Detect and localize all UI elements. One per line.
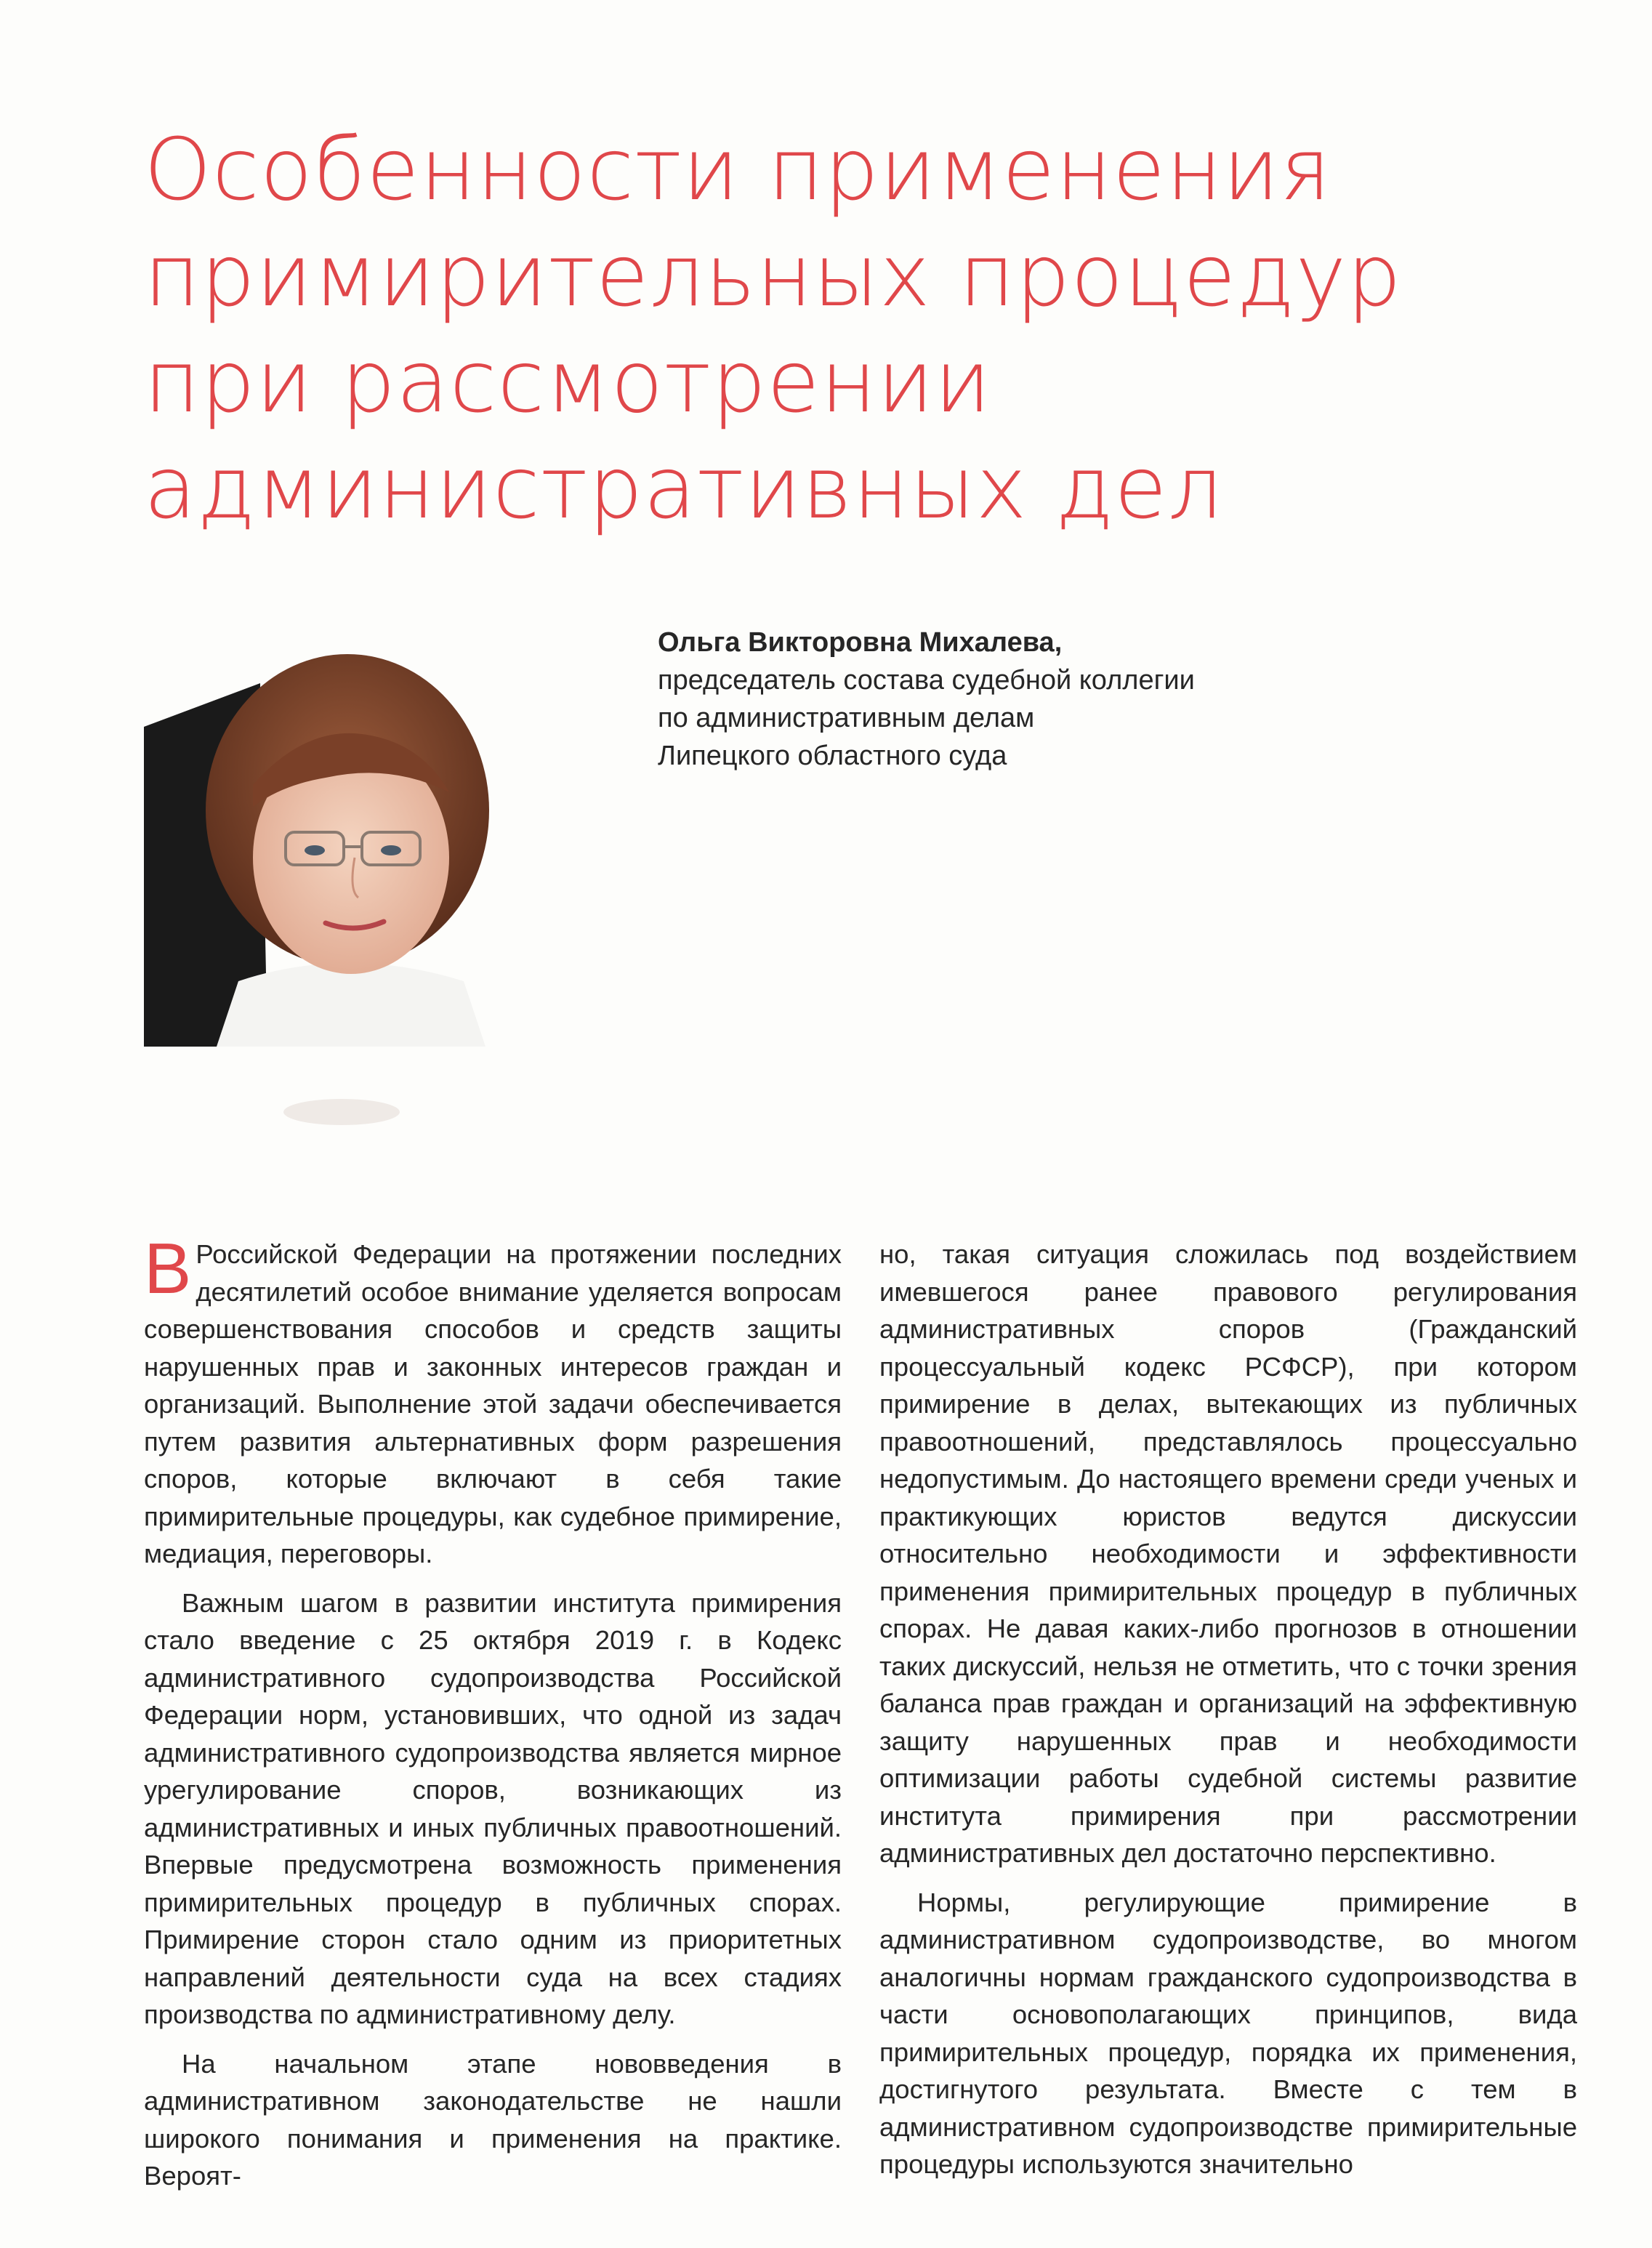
title-line-2: примирительных процедур bbox=[144, 225, 1403, 326]
title-line-1: Особенности применения bbox=[144, 119, 1331, 219]
article-title bbox=[144, 116, 1561, 541]
author-position-line-2: по административным делам bbox=[658, 703, 1035, 733]
dropcap: В bbox=[144, 1228, 192, 1308]
paragraph: Важным шагом в развитии института примирения стало введение с 25 октября 2019 г. в Кодекс административного судопроизводства Российской Федерации норм, установивших, что одной из задач административного судопроизводства является мирное урегулирование споров, возникающих из административных и иных публичных правоотношений. Впервые предусмотрена возможность применения примирительных процедур в публичных спорах. Примирение сторон стало одним из приоритетных направлений деятельности суда на всех стадиях производства по административному делу. bbox=[144, 1587, 842, 2029]
photo-shadow-decoration bbox=[276, 1083, 407, 1134]
article-column-right bbox=[879, 1236, 1577, 2195]
paragraph bbox=[144, 1228, 842, 1573]
article-column-left bbox=[144, 1228, 842, 2207]
author-position-line-1: председатель состава судебной коллегии bbox=[658, 665, 1195, 696]
portrait-illustration bbox=[144, 640, 551, 1047]
paragraph: но, такая ситуация сложилась под воздействием имевшегося ранее правового регулирования административных споров (Гражданский процессуальный кодекс РСФСР), при котором примирение в делах, вытекающих из публичных правоотношений, представлялось процессуально недопустимым. До настоящего времени среди ученых и практикующих юристов ведутся дискуссии относительно необходимости и эффективности применения примирительных процедур в публичных спорах. Не давая каких-либо прогнозов в отношении таких дискуссий, нельзя не отметить, что с точки зрения баланса прав граждан и организаций на эффективную защиту нарушенных прав и необходимости оптимизации работы судебной системы развитие института примирения при рассмотрении административных дел достаточно перспективно. bbox=[879, 1239, 1577, 1868]
paragraph-text: Российской Федерации на протяжении последних десятилетий особое внимание уделяется вопросам совершенствования способов и средств защиты нарушенных прав и законных интересов граждан и организаций. Выполнение этой задачи обеспечивается путем развития альтернативных форм разрешения споров, которые включают в себя такие примирительные процедуры, как судебное примирение, медиация, переговоры. bbox=[144, 1239, 842, 1568]
paragraph: Нормы, регулирующие примирение в административном судопроизводстве, во многом аналогичны нормам гражданского судопроизводства в части основополагающих принципов, вида примирительных процедур, порядка их применения, достигнутого результата. Вместе с тем в административном судопроизводстве примирительные процедуры используются значительно bbox=[879, 1887, 1577, 2179]
author-name: Ольга Викторовна Михалева, bbox=[658, 627, 1063, 658]
title-line-4: административных дел bbox=[144, 438, 1224, 538]
author-block bbox=[658, 624, 1385, 775]
author-position-line-3: Липецкого областного суда bbox=[658, 741, 1007, 771]
author-photo bbox=[144, 640, 551, 1047]
title-line-3: при рассмотрении bbox=[144, 331, 992, 432]
paragraph: На начальном этапе нововведения в административном законодательстве не нашли широкого понимания и применения на практике. Вероят- bbox=[144, 2048, 842, 2191]
